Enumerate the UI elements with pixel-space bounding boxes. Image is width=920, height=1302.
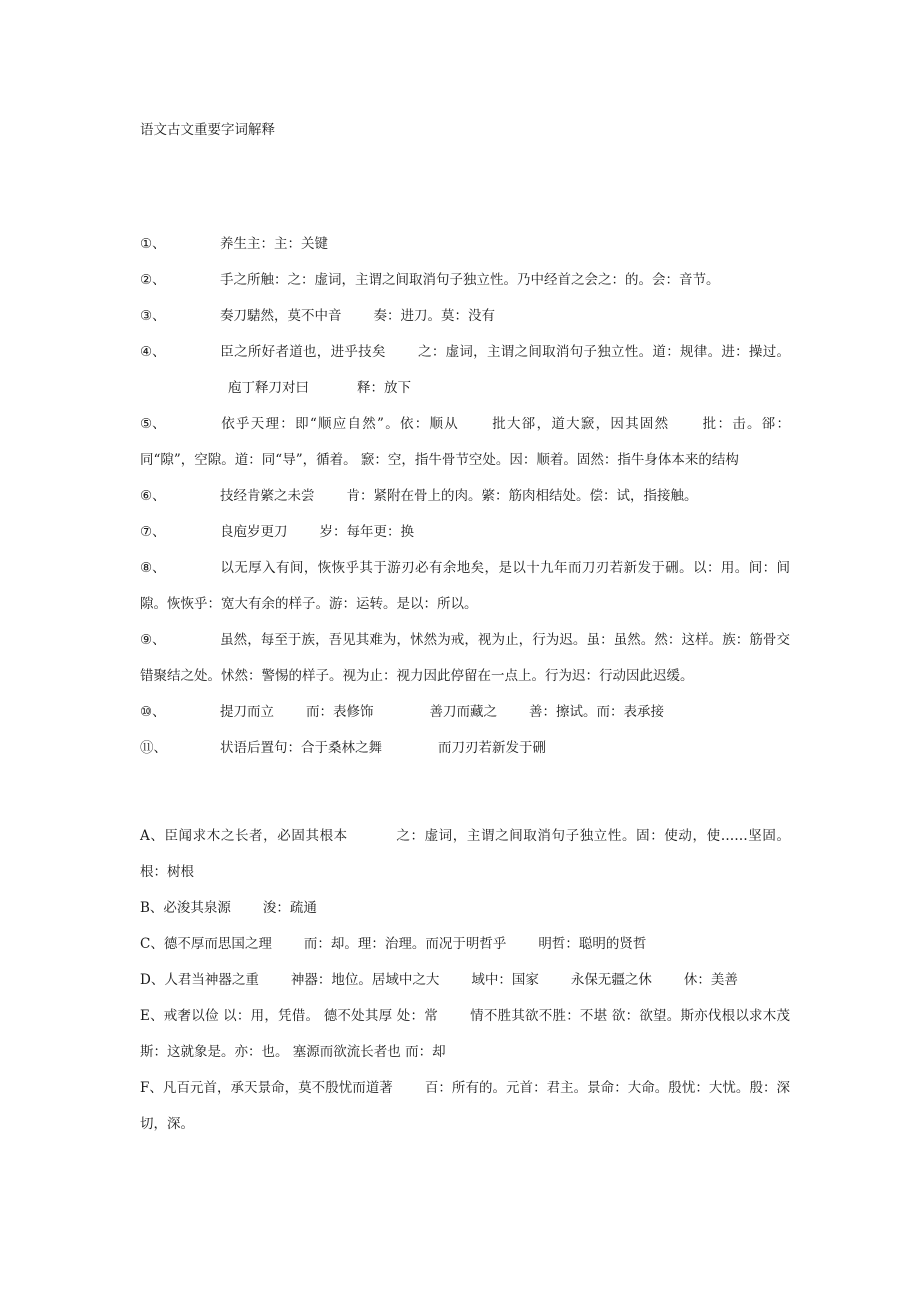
note-gloss: 域中：国家: [471, 972, 539, 988]
note-gloss: 善：擦试。而：表承接: [529, 704, 664, 720]
item-marker: ③、: [140, 308, 166, 324]
note-phrase: 善刀而藏之: [429, 704, 497, 720]
note-item: [140, 622, 790, 694]
note-item: [140, 818, 790, 890]
note-text: 养生主：主：关键: [220, 236, 328, 252]
note-item: [140, 298, 790, 334]
note-text: 虽然，每至于族，吾见其难为，怵然为戒，视为止，行为迟。虽：虽然。然：这样。族：筋骨交错聚结之处。怵然：警惕的样子。视为止：视力因此停留在一点上。行为迟：行动因此迟缓。: [140, 632, 790, 684]
note-gloss: 情不胜其欲不胜：不堪 欲：欲望。斯亦伐根以求木茂斯：这就象是。亦：也。 塞源而欲流长者也 而：却: [140, 1008, 790, 1060]
note-gloss: 明哲：聪明的贤哲: [538, 936, 647, 952]
note-phrase: B、必浚其泉源: [140, 900, 231, 916]
note-item: [140, 890, 790, 926]
item-marker: ⑨、: [140, 632, 166, 648]
note-item: [140, 694, 790, 730]
item-marker: ⑤、: [140, 416, 166, 432]
note-phrase: 而刀刃若新发于硎: [438, 740, 546, 756]
note-item: [140, 334, 790, 406]
note-item: [140, 262, 790, 298]
note-gloss: 浚：疏通: [262, 900, 317, 916]
note-phrase: D、人君当神器之重: [140, 972, 259, 988]
note-phrase: 良庖岁更刀: [220, 524, 288, 540]
note-phrase: 批大郤，道大窾，因其固然: [491, 416, 670, 432]
note-gloss: 神器：地位。居域中之大: [290, 972, 440, 988]
lettered-notes: [140, 818, 790, 1142]
item-marker: ⑧、: [140, 560, 166, 576]
note-gloss: 岁：每年更：换: [319, 524, 414, 540]
note-phrase: C、德不厚而思国之理: [140, 936, 272, 952]
item-marker: ⑦、: [140, 524, 166, 540]
note-phrase: 奏刀騞然，莫不中音: [220, 308, 342, 324]
note-gloss: 百：所有的。元首：君主。景命：大命。殷忧：大忧。殷：深切，深。: [140, 1080, 791, 1132]
note-gloss: 而：却。理：治理。而况于明哲乎: [303, 936, 507, 952]
item-marker: ⑥、: [140, 488, 166, 504]
item-marker: ⑪、: [140, 740, 167, 756]
note-phrase: 永保无疆之休: [570, 972, 652, 988]
note-item: [140, 406, 790, 478]
note-item: [140, 998, 790, 1070]
note-item: [140, 226, 790, 262]
note-gloss: 肯：紧附在骨上的肉。綮：筋肉相结处。偿：试，指接触。: [346, 488, 698, 504]
note-phrase: 依乎天理：即“顺应自然”。依：顺从: [220, 416, 460, 432]
note-item: [140, 514, 790, 550]
note-item: [140, 550, 790, 622]
numbered-notes: [140, 226, 790, 766]
note-gloss: 休：美善: [683, 972, 738, 988]
note-gloss: 之：虚词，主谓之间取消句子独立性。道：规律。进：操过。: [417, 344, 791, 360]
note-gloss: 奏：进刀。莫：没有: [373, 308, 495, 324]
note-phrase: A、臣闻求木之长者，必固其根本: [140, 828, 348, 844]
note-gloss: 之：虚词，主谓之间取消句子独立性。固：使动，使……坚固。根：树根: [140, 828, 791, 880]
note-item: [140, 478, 790, 514]
note-item: [140, 962, 790, 998]
note-item: [140, 1070, 790, 1142]
item-marker: ⑩、: [140, 704, 166, 720]
note-gloss: 而：表修饰: [306, 704, 374, 720]
note-phrase: 庖丁释刀对曰: [228, 380, 309, 396]
item-marker: ①、: [140, 236, 166, 252]
item-marker: ④、: [140, 344, 166, 360]
note-phrase: 技经肯綮之未尝: [220, 488, 315, 504]
note-item: [140, 730, 790, 766]
note-item: [140, 926, 790, 962]
item-marker: ②、: [140, 272, 166, 288]
note-phrase: 提刀而立: [220, 704, 274, 720]
note-phrase: F、凡百元首，承天景命，莫不殷忧而道著: [140, 1080, 393, 1096]
note-gloss: 批：击。郤：同“隙”，空隙。道：同“导”，循着。 窾：空，指牛骨节空处。因：顺着。固然：指牛身体本来的结构: [140, 416, 790, 468]
note-phrase: E、戒奢以俭 以：用，凭借。 德不处其厚 处：常: [140, 1008, 438, 1024]
note-text: 手之所触：之：虚词，主谓之间取消句子独立性。乃中经首之会之：的。会：音节。: [220, 272, 720, 288]
note-phrase: 臣之所好者道也，进乎技矣: [220, 344, 386, 360]
note-phrase: 状语后置句：合于桑林之舞: [220, 740, 382, 756]
document-title: 语文古文重要字词解释: [140, 122, 275, 138]
note-text: 以无厚入有间，恢恢乎其于游刃必有余地矣，是以十九年而刀刃若新发于硎。以：用。间：间隙。恢恢乎：宽大有余的样子。游：运转。是以：所以。: [140, 560, 790, 612]
note-gloss: 释：放下: [357, 380, 411, 396]
